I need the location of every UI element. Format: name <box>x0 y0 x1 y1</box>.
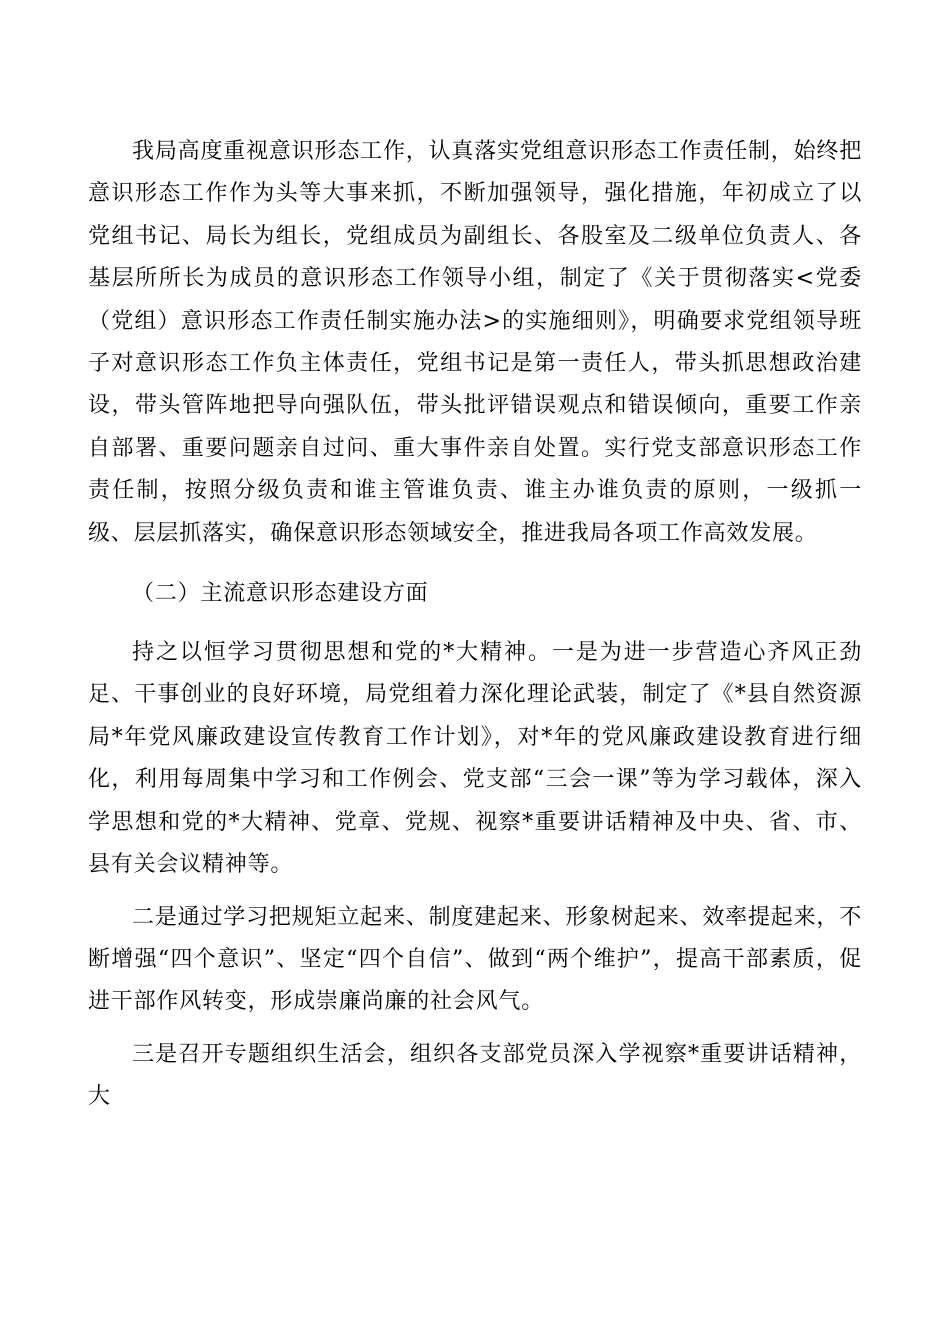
paragraph-meeting: 三是召开专题组织生活会，组织各支部党员深入学视察*重要讲话精神，大 <box>88 1041 862 1110</box>
paragraph-rules: 二是通过学习把规矩立起来、制度建起来、形象树起来、效率提起来，不断增强“四个意识”、坚定“四个自信”、做到“两个维护”，提高干部素质，促进干部作风转变，形成崇廉尚廉的社会风气。 <box>88 904 862 1015</box>
document-body <box>88 131 862 1119</box>
section-heading: （二）主流意识形态建设方面 <box>132 581 429 607</box>
paragraph-responsibility: 我局高度重视意识形态工作，认真落实党组意识形态工作责任制，始终把意识形态工作作为头等大事来抓，不断加强领导，强化措施，年初成立了以党组书记、局长为组长，党组成员为副组长、各股室及二级单位负责人、各基层所所长为成员的意识形态工作领导小组，制定了《关于贯彻落实<党委（党组）意识形态工作责任制实施办法>的实施细则》，明确要求党组领导班子对意识形态工作负主体责任，党组书记是第一责任人，带头抓思想政治建设，带头管阵地把导向强队伍，带头批评错误观点和错误倾向，重要工作亲自部署、重要问题亲自过问、重大事件亲自处置。实行党支部意识形态工作责任制，按照分级负责和谁主管谁负责、谁主办谁负责的原则，一级抓一级、层层抓落实，确保意识形态领域安全，推进我局各项工作高效发展。 <box>88 139 862 546</box>
paragraph-study: 持之以恒学习贯彻思想和党的*大精神。一是为进一步营造心齐风正劲足、干事创业的良好环境，局党组着力深化理论武装，制定了《*县自然资源局*年党风廉政建设宣传教育工作计划》，对*年的党风廉政建设教育进行细化，利用每周集中学习和工作例会、党支部“三会一课”等为学习载体，深入学思想和党的*大精神、党章、党规、视察*重要讲话精神及中央、省、市、县有关会议精神等。 <box>88 640 862 878</box>
